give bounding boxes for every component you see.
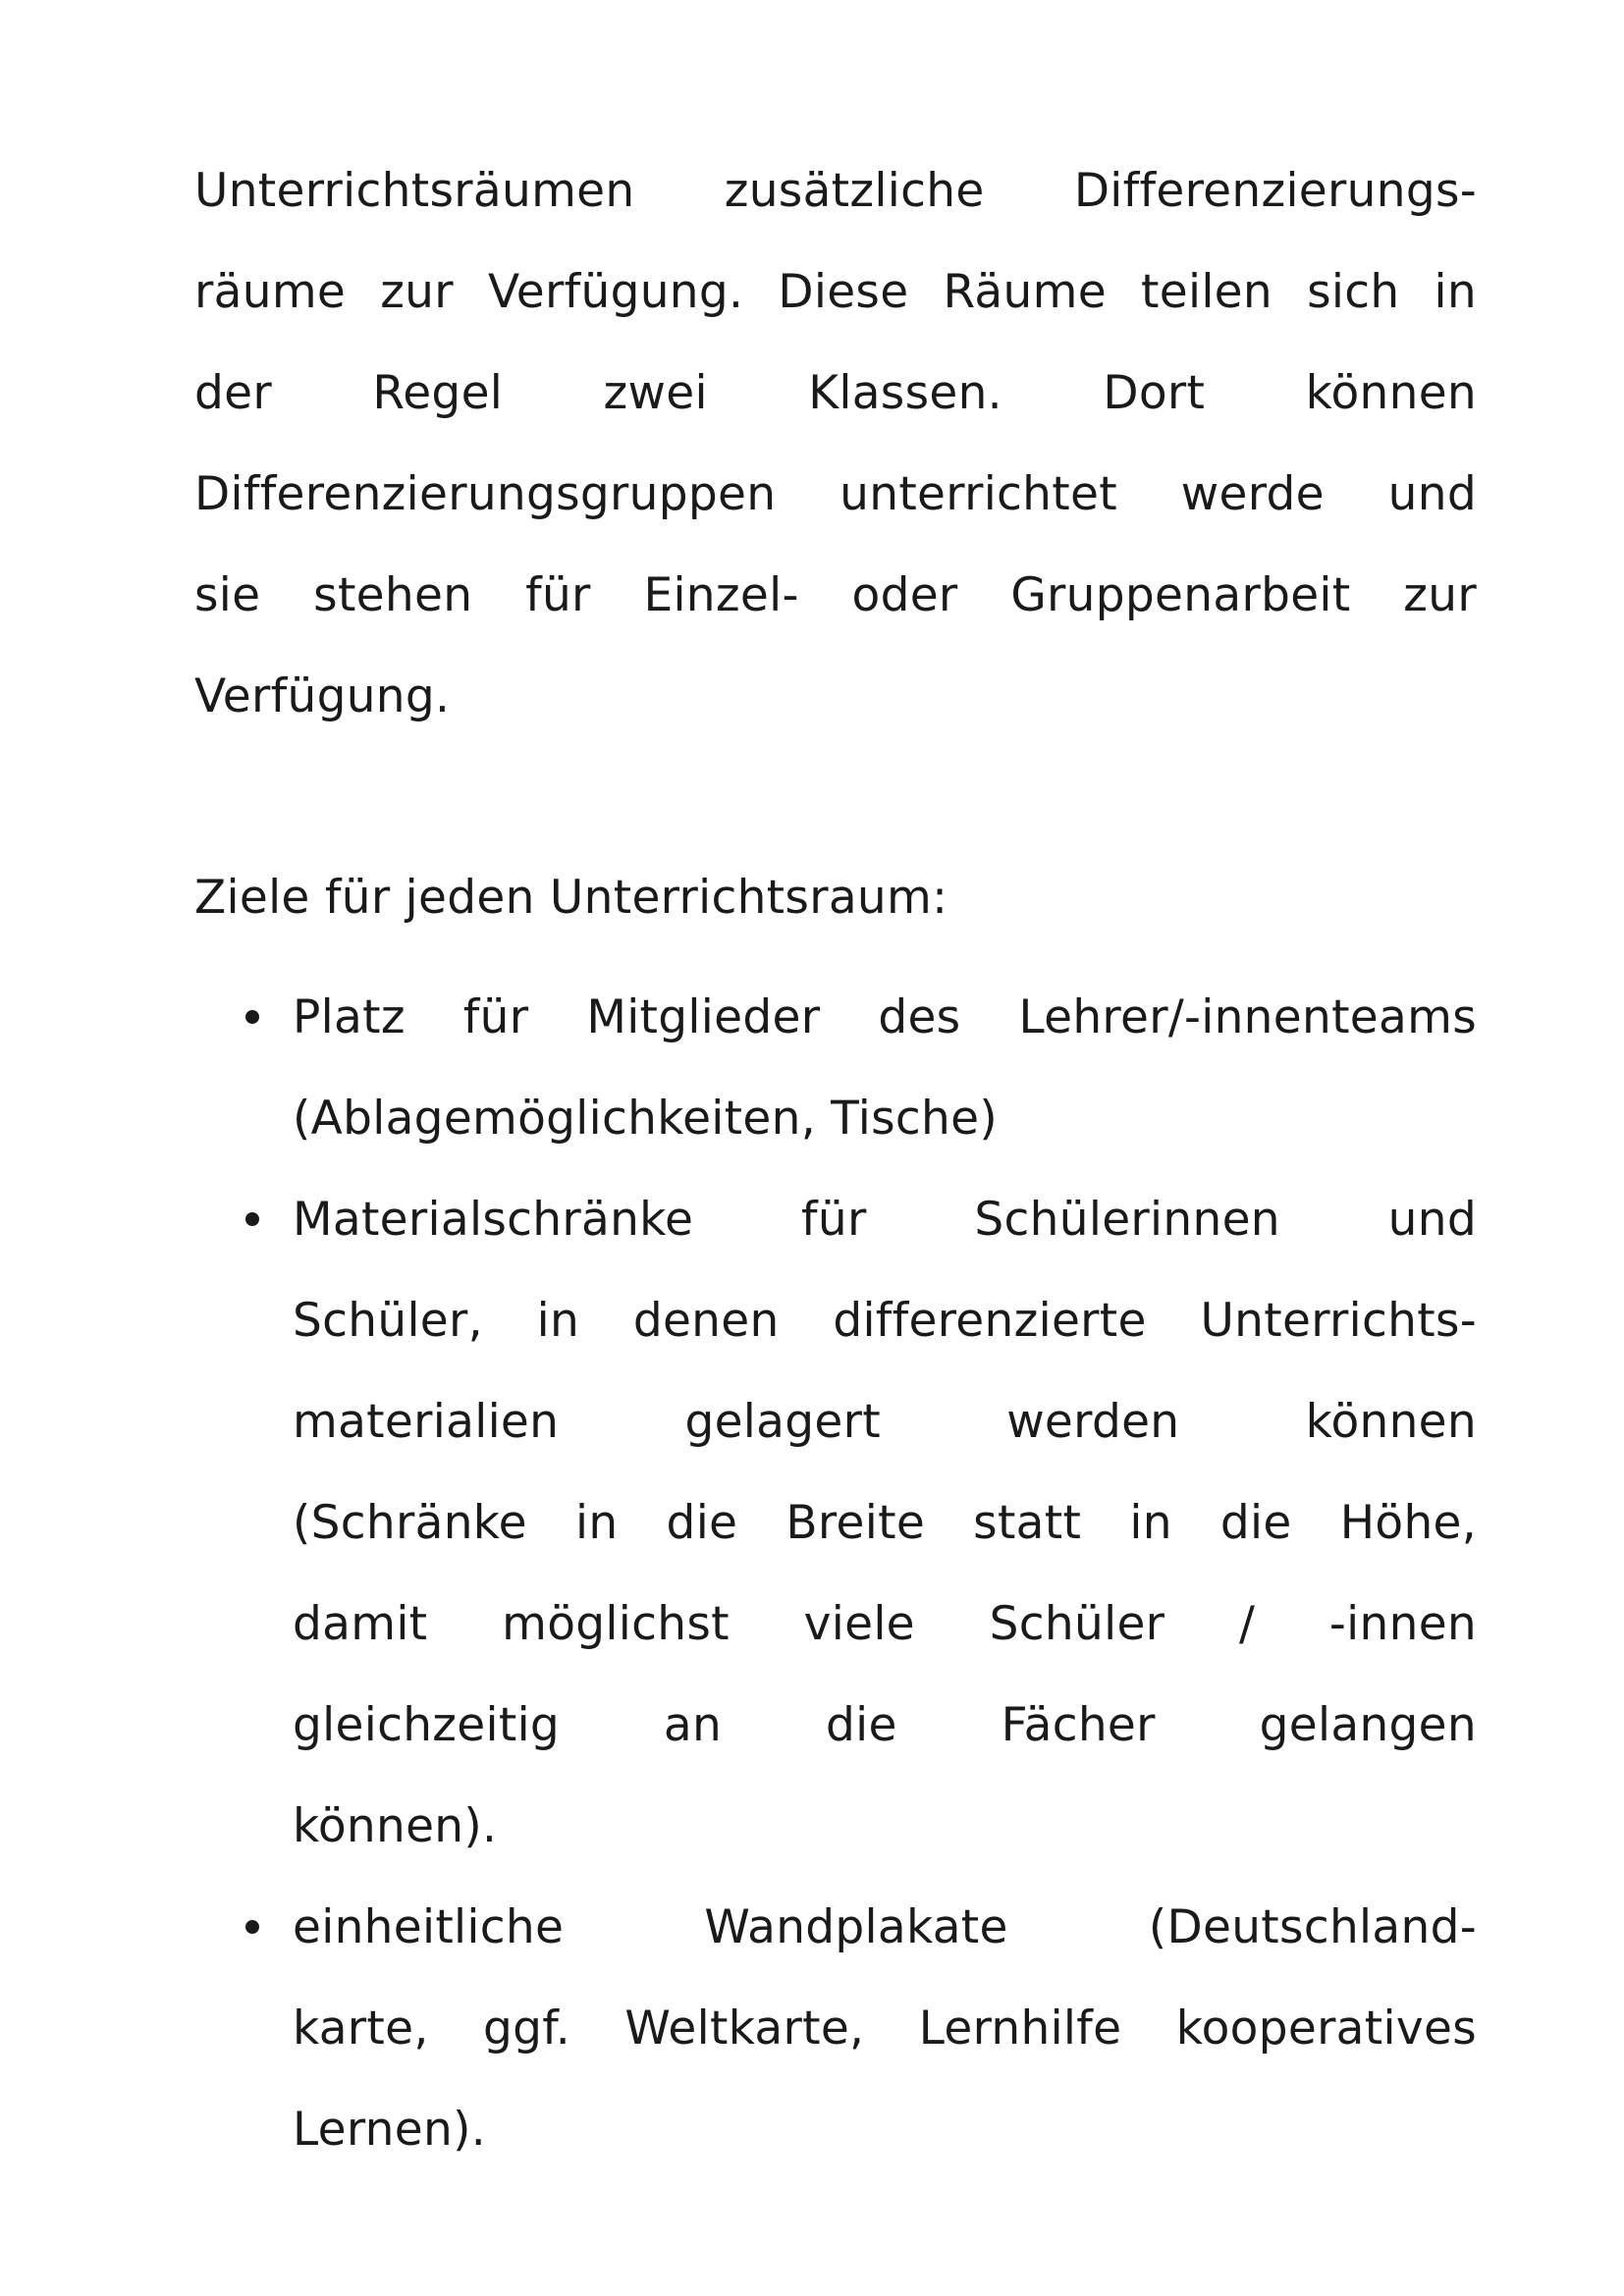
list-item-line: (Schränke in die Breite statt in die Höhe, (293, 1496, 1477, 1550)
list-item-line: einheitliche Wandplakate (Deutschland- (293, 1900, 1477, 1954)
paragraph-line: sie stehen für Einzel- oder Gruppenarbeit zur (194, 568, 1477, 622)
list-item-line: können). (293, 1799, 498, 1853)
list-item-line: damit möglichst viele Schüler / -innen (293, 1597, 1477, 1651)
list-item (194, 1169, 1477, 1877)
list-item-line: Schüler, in denen differenzierte Unterrichts- (293, 1294, 1477, 1348)
list-item-line: Materialschränke für Schülerinnen und (293, 1193, 1477, 1247)
paragraph-line: der Regel zwei Klassen. Dort können (194, 366, 1477, 420)
bullet-icon (245, 1920, 259, 1934)
paragraph-line: räume zur Verfügung. Diese Räume teilen sich in (194, 265, 1477, 319)
list-item-line: karte, ggf. Weltkarte, Lernhilfe kooperatives (293, 2002, 1477, 2056)
intro-paragraph (194, 140, 1477, 747)
list-item (194, 1877, 1477, 2180)
list-item-line: (Ablagemöglichkeiten, Tische) (293, 1092, 998, 1146)
list-item-line: materialien gelagert werden können (293, 1395, 1477, 1449)
paragraph-line: Verfügung. (194, 669, 451, 723)
list-item-line: gleichzeitig an die Fächer gelangen (293, 1698, 1477, 1752)
goals-list (194, 967, 1477, 2180)
list-item-line: Lernen). (293, 2103, 486, 2157)
bullet-icon (245, 1010, 259, 1024)
paragraph-line: Differenzierungsgruppen unterrichtet werde und (194, 467, 1477, 521)
list-item (194, 967, 1477, 1169)
bullet-icon (245, 1212, 259, 1226)
paragraph-line: Unterrichtsräumen zusätzliche Differenzierungs- (194, 164, 1477, 218)
list-item-line: Platz für Mitglieder des Lehrer/-innenteams (293, 990, 1477, 1044)
goals-heading: Ziele für jeden Unterrichtsraum: (194, 871, 948, 925)
